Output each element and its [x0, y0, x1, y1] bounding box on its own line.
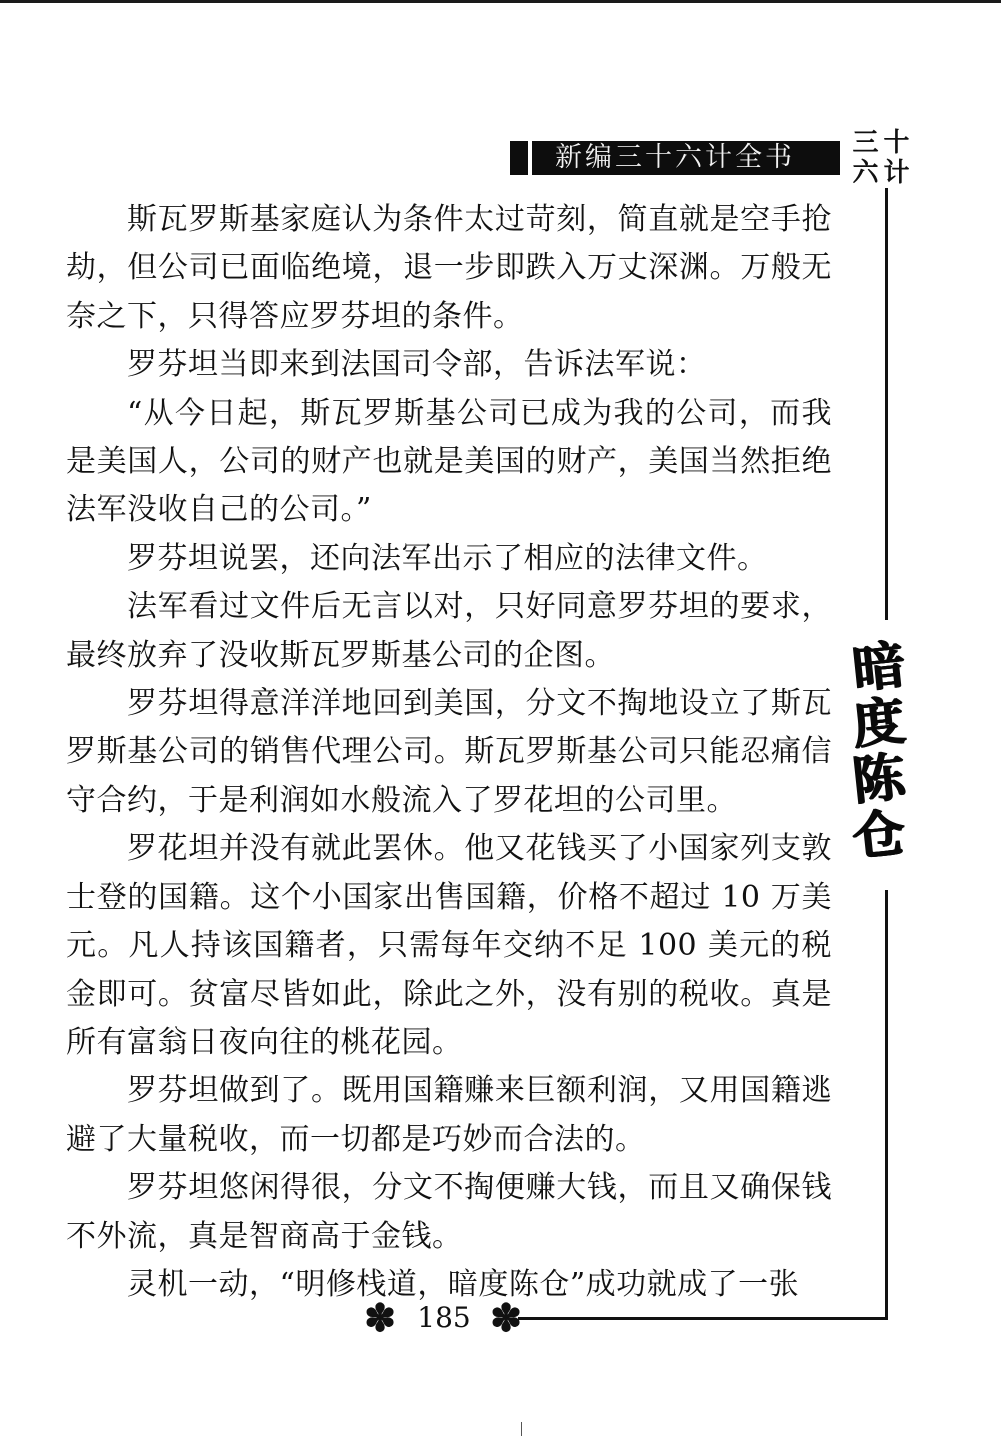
paragraph: 法军看过文件后无言以对，只好同意罗芬坦的要求，最终放弃了没收斯瓦罗斯基公司的企图。 — [66, 589, 832, 673]
series-mark-char: 六 — [852, 158, 879, 188]
side-title-char: 暗 — [849, 634, 908, 701]
side-title-char: 仓 — [849, 802, 908, 869]
side-title-char: 度 — [849, 690, 908, 757]
header-accent-stripe — [528, 141, 532, 175]
paragraph: 罗芬坦做到了。既用国籍赚来巨额利润，又用国籍逃避了大量税收，而一切都是巧妙而合法的。 — [66, 1073, 832, 1157]
series-mark-char: 计 — [883, 158, 910, 188]
body-text — [66, 196, 832, 1309]
paragraph: 罗芬坦得意洋洋地回到美国，分文不掏地设立了斯瓦罗斯基公司的销售代理公司。斯瓦罗斯基公司只能忍痛信守合约，于是利润如水般流入了罗花坦的公司里。 — [66, 686, 832, 818]
flower-ornament-icon: ✽ — [364, 1295, 396, 1340]
paragraph: 罗花坦并没有就此罢休。他又花钱买了小国家列支敦士登的国籍。这个小国家出售国籍，价格不超过 10 万美元。凡人持该国籍者，只需每年交纳不足 100 美元的税金即可。贫富尽皆如此，除此之外，没有别的税收。真是所有富翁日夜向往的桃花园。 — [66, 831, 832, 1060]
series-mark — [850, 128, 912, 188]
chapter-side-title — [838, 634, 920, 880]
book-title: 新编三十六计全书 — [555, 142, 795, 173]
margin-rule-lower — [885, 890, 888, 1320]
page-footer — [360, 1296, 530, 1340]
paragraph: 斯瓦罗斯基家庭认为条件太过苛刻，简直就是空手抢劫，但公司已面临绝境，退一步即跌入万丈深渊。万般无奈之下，只得答应罗芬坦的条件。 — [66, 202, 832, 334]
running-header — [510, 141, 840, 175]
paragraph: 罗芬坦当即来到法国司令部，告诉法军说： — [127, 347, 707, 383]
series-mark-char: 三 — [852, 128, 879, 158]
page-number: 185 — [417, 1301, 471, 1334]
top-border-rule — [0, 0, 1001, 3]
flower-ornament-icon: ✽ — [490, 1295, 522, 1340]
paragraph: “从今日起，斯瓦罗斯基公司已成为我的公司，而我是美国人，公司的财产也就是美国的财产，美国当然拒绝法军没收自己的公司。” — [66, 395, 832, 528]
side-title-char: 陈 — [849, 746, 908, 813]
margin-rule-upper — [885, 188, 888, 620]
paragraph: 罗芬坦悠闲得很，分文不掏便赚大钱，而且又确保钱不外流，真是智商高于金钱。 — [66, 1170, 832, 1254]
paragraph: 灵机一动，“明修栈道，暗度陈仓”成功就成了一张 — [127, 1266, 800, 1302]
paragraph: 罗芬坦说罢，还向法军出示了相应的法律文件。 — [127, 540, 768, 576]
series-mark-char: 十 — [883, 128, 910, 158]
footer-rule — [518, 1317, 888, 1320]
scan-tick-mark — [521, 1422, 522, 1436]
